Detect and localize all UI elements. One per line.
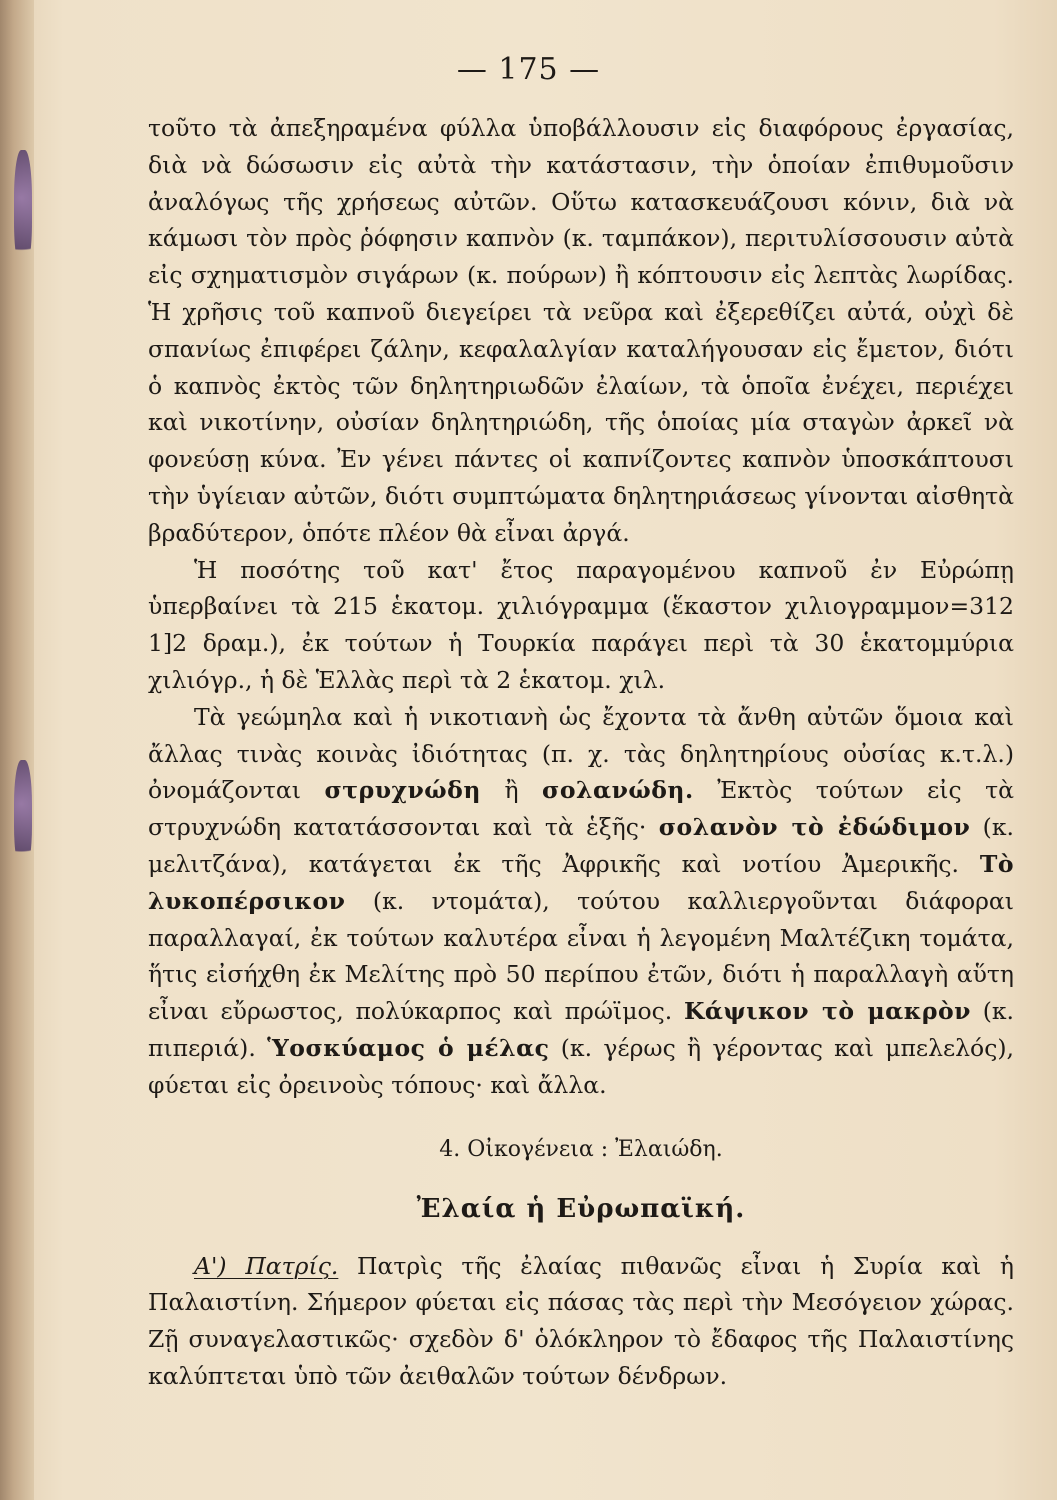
paragraph-lead: Α') Πατρίς. — [194, 1251, 339, 1280]
term-solanon-edodimon: σολανὸν τὸ ἐδώδιμον — [658, 813, 971, 842]
text-run: ἢ — [480, 776, 543, 805]
term-strychnode: στρυχνώδη — [324, 776, 481, 805]
page-number: — 175 — — [456, 52, 601, 87]
page-body — [148, 110, 1014, 1395]
term-solanode: σολανώδη. — [542, 776, 694, 805]
binding-thread — [14, 760, 32, 870]
section-heading: 4. Οἰκογένεια : Ἐλαιώδη. — [439, 1136, 723, 1162]
section-title: Ἐλαία ἡ Εὐρωπαϊκή. — [416, 1193, 746, 1224]
paragraph-tobacco-use: τοῦτο τὰ ἀπεξηραμένα φύλλα ὑποβάλλουσιν εἰς διαφόρους ἐργασίας, διὰ νὰ δώσωσιν εἰς αὐτὰ τὴν κατάστασιν, τὴν ὁποίαν ἐπιθυμοῦσιν ἀναλόγως τῆς χρήσεως αὐτῶν. Οὕτω κατασκευάζουσι κόνιν, διὰ νὰ κάμωσι τὸν πρὸς ῥόφησιν καπνὸν (κ. ταμπάκον), περιτυλίσσουσιν αὐτὰ εἰς σχηματισμὸν σιγάρων (κ. πούρων) ἢ κόπτουσιν εἰς λεπτὰς λωρίδας. Ἡ χρῆσις τοῦ καπνοῦ διεγείρει τὰ νεῦρα καὶ ἐξερεθίζει αὐτά, οὐχὶ δὲ σπανίως ἐπιφέρει ζάλην, κεφαλαλγίαν καταλήγουσαν εἰς ἔμετον, διότι ὁ καπνὸς ἐκτὸς τῶν δηλητηριωδῶν ἐλαίων, τὰ ὁποῖα ἐνέχει, περιέχει καὶ νικοτίνην, οὐσίαν δηλητηριώδη, τῆς ὁποίας μία σταγὼν ἀρκεῖ νὰ φονεύσῃ κύνα. Ἐν γένει πάντες οἱ καπνίζοντες καπνὸν ὑποσκάπτουσι τὴν ὑγίειαν αὐτῶν, διότι συμπτώματα δηλητηριάσεως γίνονται αἰσθητὰ βραδύτερον, ὁπότε πλέον θὰ εἶναι ἀργά. — [148, 114, 1014, 547]
text-run: (κ. μελιτζάνα), κατάγεται ἐκ τῆς Ἀφρικῆς καὶ νοτίου Ἀμερικῆς. — [148, 813, 1015, 878]
paragraph-homeland — [148, 1248, 1014, 1395]
term-kapsikon: Κάψικον τὸ μακρὸν — [684, 997, 971, 1026]
text-run: (κ. γέρως ἢ γέροντας καὶ μπελελός), φύεται εἰς ὀρεινοὺς τόπους· καὶ ἄλλα. — [148, 1033, 1014, 1099]
text-run: (κ. πιπεριά). — [148, 997, 1015, 1062]
term-lykopersikon: Τὸ λυκοπέρσικον — [148, 849, 1014, 915]
text-run: Πατρὶς τῆς ἐλαίας πιθανῶς εἶναι ἡ Συρία καὶ ἡ Παλαιστίνη. Σήμερον φύεται εἰς πάσας τὰς περὶ τὴν Μεσόγειον χώρας. Ζῇ συναγελαστικῶς· σχεδὸν δ' ὁλόκληρον τὸ ἔδαφος τῆς Παλαιστίνης καλύπτεται ὑπὸ τῶν ἀειθαλῶν τούτων δένδρων. — [148, 1251, 1014, 1390]
text-run: (κ. ντομάτα), τούτου καλλιεργοῦνται διάφοραι παραλλαγαί, ἐκ τούτων καλυτέρα εἶναι ἡ λεγομένη Μαλτέζικη τομάτα, ἥτις εἰσήχθη ἐκ Μελίτης πρὸ 50 περίπου ἐτῶν, διότι ἡ παραλλαγὴ αὕτη εἶναι εὔρωστος, πολύκαρπος καὶ πρώϊμος. — [148, 886, 1014, 1026]
text-run: Τὰ γεώμηλα καὶ ἡ νικοτιανὴ ὡς ἔχοντα τὰ ἄνθη αὐτῶν ὅμοια καὶ ἄλλας τινὰς κοινὰς ἰδιότητας (π. χ. τὰς δηλητηρίους οὐσίας κ.τ.λ.) ὀνομάζονται — [148, 702, 1014, 805]
term-hyoskyamos: Ὑοσκύαμος ὁ μέλας — [267, 1033, 550, 1062]
paragraph-tobacco-production: Ἡ ποσότης τοῦ κατ' ἔτος παραγομένου καπνοῦ ἐν Εὐρώπῃ ὑπερβαίνει τὰ 215 ἑκατομ. χιλιόγραμμα (ἕκαστον χιλιογραμμον=312 1]2 δραμ.), ἐκ τούτων ἡ Τουρκία παράγει περὶ τὰ 30 ἑκατομμύρια χιλιόγρ., ἡ δὲ Ἑλλὰς περὶ τὰ 2 ἑκατομ. χιλ. — [148, 555, 1014, 694]
text-run: Ἐκτὸς τούτων εἰς τὰ στρυχνώδη κατατάσσονται καὶ τὰ ἑξῆς· — [148, 776, 1014, 842]
paragraph-solanaceae — [148, 699, 1014, 1104]
binding-thread — [14, 150, 32, 270]
